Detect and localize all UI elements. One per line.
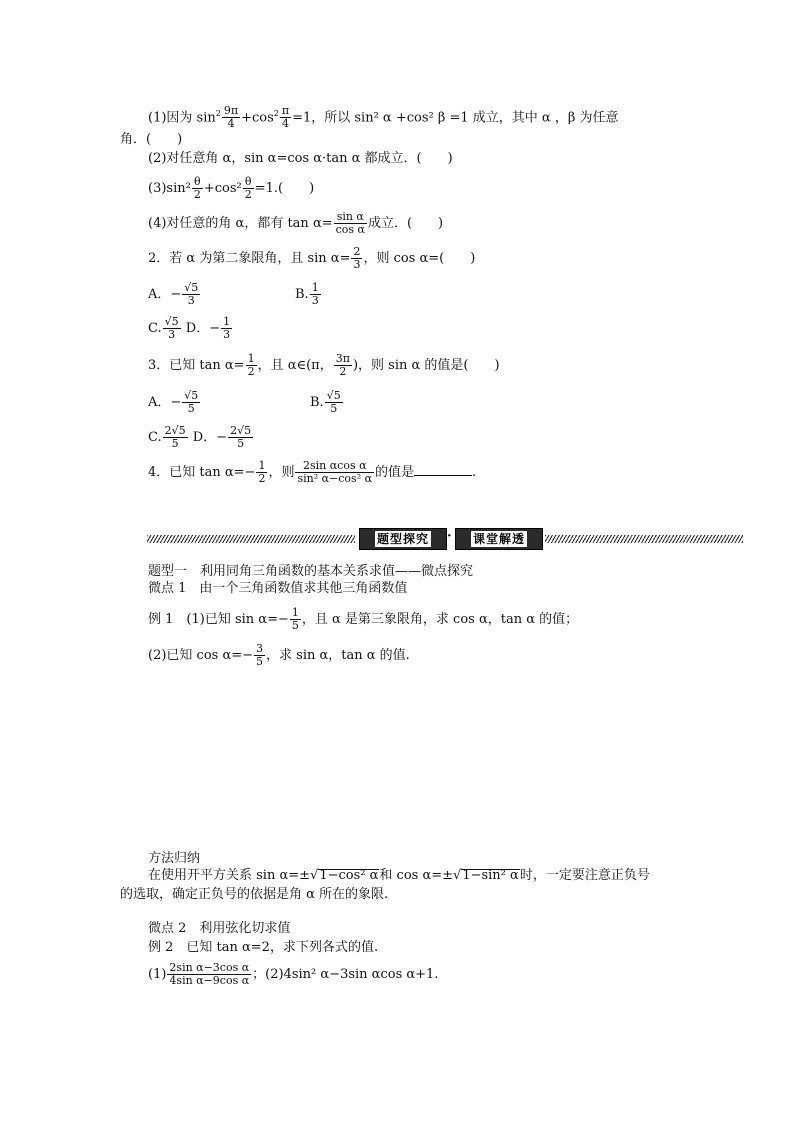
q3-option-b: B. $\frac{√5}{5}$: [310, 389, 341, 415]
example1-part2: (2)已知 cos α=− $\frac{3}{5}$ ，求 sin α，tan α 的值.: [148, 642, 410, 668]
banner-label-left: 题型探究: [359, 528, 447, 550]
section-banner: [147, 528, 743, 550]
point1-title: 微点 1 由一个三角函数值求其他三角函数值: [148, 581, 408, 596]
method-title: 方法归纳: [148, 851, 201, 866]
q3-option-a: A．− $\frac{√5}{5}$: [148, 389, 199, 415]
banner-hatch-right: [545, 535, 743, 543]
method-line2: 的选取，确定正负号的依据是角 α 所在的象限.: [120, 887, 389, 902]
q1-part2: (2)对任意角 α，sin α=cos α·tan α 都成立．( ): [148, 151, 453, 166]
fraction: $\frac{9\pi}{4}$: [223, 104, 239, 131]
example1-part1: 例 1 (1)已知 sin α=− $\frac{1}{5}$ ，且 α 是第三象限角，求 cos α，tan α 的值；: [148, 606, 579, 632]
q1-part4: (4)对任意的角 α，都有 tan α= $\frac{\text{sin α}}{\text{cos α}}$ 成立．( ): [148, 210, 444, 236]
example2-parts: (1) $\frac{\text{2sin α−3cos α}}{\text{4sin α−9cos α}}$ ；(2)4sin² α−3sin αcos α+1.: [148, 961, 439, 987]
banner-hatch-left: [147, 535, 355, 543]
q1-part1-cont: 角．( ): [120, 132, 183, 147]
q2-stem: 2．若 α 为第二象限角，且 sin α= $\frac{2}{3}$ ，则 cos α=( ): [148, 245, 476, 271]
answer-blank: [414, 463, 472, 476]
fraction: $\frac{\pi}{4}$: [281, 104, 290, 131]
banner-label-right: 课堂解透: [455, 528, 543, 550]
q2-option-b: B. $\frac{1}{3}$: [295, 281, 319, 307]
banner-dot: ·: [447, 529, 452, 544]
point2-title: 微点 2 利用弦化切求值: [148, 921, 291, 936]
q3-option-cd: C. $\frac{2√5}{5}$ D．− $\frac{2√5}{5}$: [148, 424, 252, 450]
example2-stem: 例 2 已知 tan α=2，求下列各式的值.: [148, 940, 379, 955]
q1-part3: (3)sin² $\frac{\theta}{2}$ +cos² $\frac{\theta}{2}$ =1.( ): [148, 175, 315, 201]
method-line1: 在使用开平方关系 sin α=±√1−cos² α和 cos α=±√1−sin² α时，一定要注意正负号: [148, 868, 650, 883]
q1-part1: (1)因为 $\sin^2$ $\frac{9\pi}{4}$ $+\cos^2$ $\frac{\pi}{4}$ =1，所以 sin² α +cos² β =1 成立，其中 α ，β 为任意: [148, 104, 619, 131]
q3-stem: 3．已知 tan α= $\frac{1}{2}$ ，且 α∈(π， $\frac{3\pi}{2}$ )，则 sin α 的值是( ): [148, 352, 500, 378]
type1-title: 题型一 利用同角三角函数的基本关系求值——微点探究: [148, 564, 474, 579]
q2-option-a: A．− $\frac{√5}{3}$: [148, 281, 199, 307]
q2-option-cd: C. $\frac{√5}{3}$ D．− $\frac{1}{3}$: [148, 315, 231, 341]
q4-stem: 4．已知 tan α=− $\frac{1}{2}$ ，则 $\frac{\text{2sin αcos α}}{\text{sin² α−cos² α}}$ 的值是 .: [148, 459, 477, 485]
